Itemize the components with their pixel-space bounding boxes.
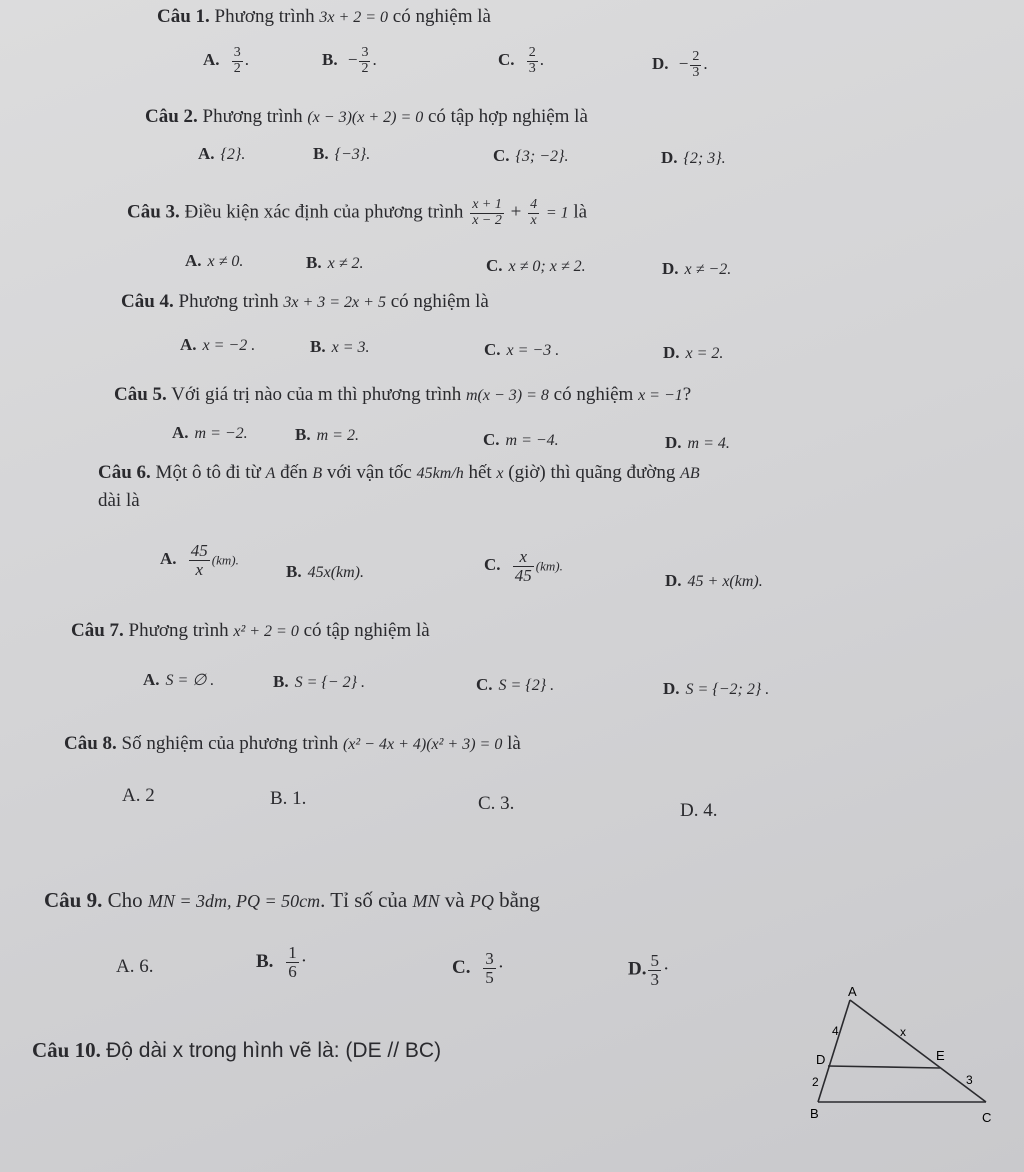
q3-option-b[interactable]: B. x ≠ 2.	[306, 253, 364, 272]
q4-option-d[interactable]: D. x = 2.	[663, 343, 724, 362]
q6-option-b[interactable]: B. 45x(km).	[286, 562, 365, 581]
question-5: Câu 5. Với giá trị nào của m thì phương trình m(x − 3) = 8 có nghiệm x = −1?	[114, 384, 692, 405]
length-ad-label: 4	[832, 1024, 839, 1038]
q5-option-a[interactable]: A. m = −2.	[172, 423, 248, 442]
q9-option-b[interactable]: B. $\frac{1}{6}$ ·	[256, 943, 308, 981]
question-1: Câu 1. Phương trình 3x + 2 = 0 có nghiệm là	[157, 6, 491, 27]
vertex-c-label: C	[982, 1110, 992, 1125]
length-ae-label: x	[900, 1025, 906, 1039]
question-7: Câu 7. Phương trình x² + 2 = 0 có tập nghiệm là	[71, 620, 430, 641]
q2-option-c[interactable]: C. {3; −2}.	[493, 146, 569, 165]
q2-option-b[interactable]: B. {−3}.	[313, 144, 371, 163]
q7-option-b[interactable]: B. S = {− 2} .	[273, 672, 365, 691]
q6-option-d[interactable]: D. 45 + x(km).	[665, 571, 763, 590]
q1-option-b[interactable]: B. − $\frac{3}{2}$ .	[322, 45, 377, 76]
vertex-e-label: E	[936, 1048, 945, 1063]
q8-option-d[interactable]: D. 4.	[680, 800, 718, 821]
question-8: Câu 8. Số nghiệm của phương trình (x² − 4x + 4)(x² + 3) = 0 là	[64, 733, 521, 754]
q9-option-d[interactable]: D. $\frac{5}{3}$ ·	[628, 951, 670, 989]
question-3: Câu 3. Điều kiện xác định của phương trình $\frac{x + 1}{x - 2}$ + $\frac{4}{x}$ = 1 là	[127, 197, 588, 228]
q4-option-b[interactable]: B. x = 3.	[310, 337, 370, 356]
length-db-label: 2	[812, 1075, 819, 1089]
question-9: Câu 9. Cho MN = 3dm, PQ = 50cm. Tỉ số của MN và PQ bằng	[44, 888, 540, 912]
question-2: Câu 2. Phương trình (x − 3)(x + 2) = 0 có tập hợp nghiệm là	[145, 106, 588, 127]
q3-option-a[interactable]: A. x ≠ 0.	[185, 251, 244, 270]
segment-de	[828, 1066, 940, 1068]
q1-option-a[interactable]: A. $\frac{3}{2}$ .	[203, 45, 250, 76]
q8-option-a[interactable]: A. 2	[122, 785, 155, 806]
vertex-d-label: D	[816, 1052, 826, 1067]
q9-option-c[interactable]: C. $\frac{3}{5}$ ·	[452, 949, 505, 987]
vertex-b-label: B	[810, 1106, 819, 1121]
q7-option-a[interactable]: A. S = ∅ .	[143, 670, 215, 689]
vertex-a-label: A	[848, 984, 857, 999]
q3-option-c[interactable]: C. x ≠ 0; x ≠ 2.	[486, 256, 586, 275]
length-ec-label: 3	[966, 1073, 973, 1087]
q5-option-b[interactable]: B. m = 2.	[295, 425, 359, 444]
question-4: Câu 4. Phương trình 3x + 3 = 2x + 5 có nghiệm là	[121, 291, 489, 312]
q4-option-c[interactable]: C. x = −3 .	[484, 340, 560, 359]
q6-option-c[interactable]: C. $\frac{x}{45}$ (km).	[484, 547, 563, 585]
q7-option-d[interactable]: D. S = {−2; 2} .	[663, 679, 770, 698]
question-6-line-2: dài là	[98, 490, 140, 511]
q9-option-a[interactable]: A. 6.	[116, 956, 154, 977]
q2-option-a[interactable]: A. {2}.	[198, 144, 246, 163]
q6-option-a[interactable]: A. $\frac{45}{x}$ (km).	[160, 541, 239, 579]
side-ab	[818, 1000, 850, 1102]
q7-option-c[interactable]: C. S = {2} .	[476, 675, 555, 694]
q2-option-d[interactable]: D. {2; 3}.	[661, 148, 726, 167]
q8-option-b[interactable]: B. 1.	[270, 788, 307, 809]
q8-option-c[interactable]: C. 3.	[478, 793, 515, 814]
q1-option-d[interactable]: D. − $\frac{2}{3}$ .	[652, 49, 708, 80]
question-10: Câu 10. Độ dài x trong hình vẽ là: (DE // BC)	[32, 1038, 442, 1062]
q1-option-c[interactable]: C. $\frac{2}{3}$ .	[498, 45, 545, 76]
q3-option-d[interactable]: D. x ≠ −2.	[662, 259, 732, 278]
q5-option-d[interactable]: D. m = 4.	[665, 433, 730, 452]
q5-option-c[interactable]: C. m = −4.	[483, 430, 559, 449]
question-6: Câu 6. Một ô tô đi từ A đến B với vận tốc 45km/h hết x (giờ) thì quãng đường AB	[98, 462, 700, 483]
triangle-figure	[790, 980, 1010, 1130]
q4-option-a[interactable]: A. x = −2 .	[180, 335, 256, 354]
